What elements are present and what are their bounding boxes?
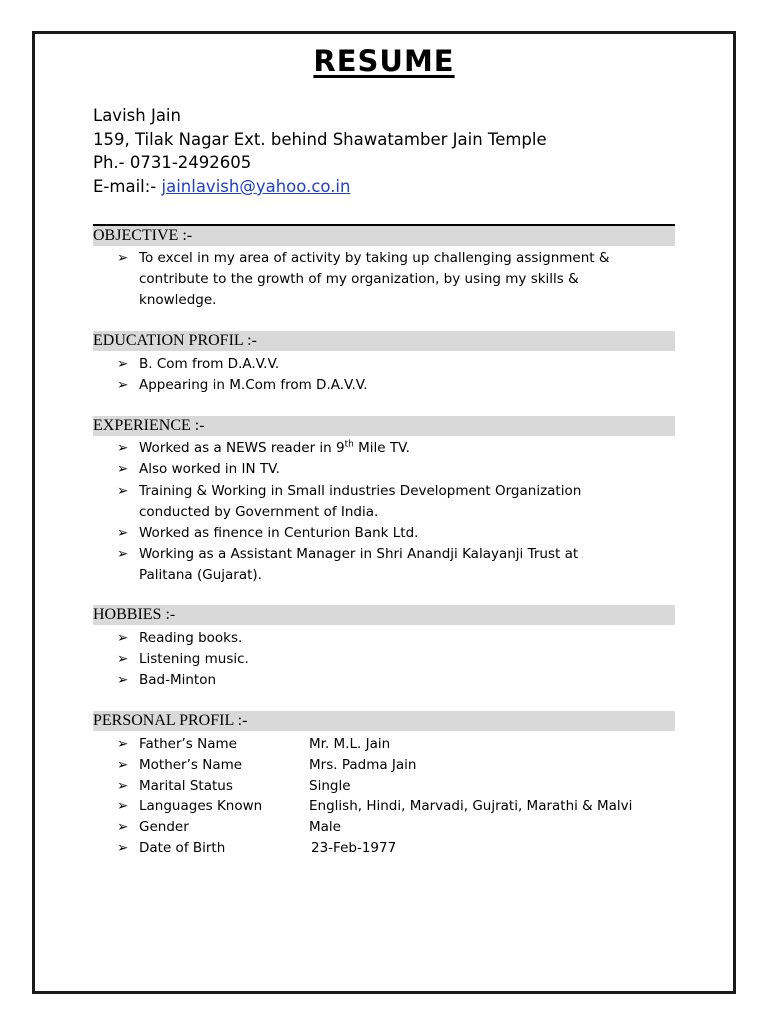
experience-item: Working as a Assistant Manager in Shri Anandji Kalayanji Trust at (139, 546, 579, 562)
section-heading-hobbies: HOBBIES :- (93, 605, 675, 625)
personal-value: Male (309, 819, 341, 835)
education-item: Appearing in M.Com from D.A.V.V. (139, 377, 368, 393)
bullet-icon: ➢ (117, 672, 129, 688)
bullet-icon: ➢ (117, 525, 129, 541)
section-heading-experience: EXPERIENCE :- (93, 416, 675, 436)
personal-label: Mother’s Name (139, 757, 243, 773)
section-heading-objective: OBJECTIVE :- (93, 226, 675, 246)
hobby-item: Listening music. (139, 651, 249, 667)
personal-label: Date of Birth (139, 840, 226, 856)
experience-item: Also worked in IN TV. (139, 461, 280, 477)
bullet-icon: ➢ (117, 630, 129, 646)
hobby-item: Bad-Minton (139, 672, 217, 688)
email-prefix: E-mail:- (93, 177, 162, 196)
bullet-icon: ➢ (117, 840, 129, 856)
education-item: B. Com from D.A.V.V. (139, 356, 280, 372)
contact-email-line (93, 177, 350, 196)
bullet-icon: ➢ (117, 440, 129, 456)
bullet-icon: ➢ (117, 798, 129, 814)
bullet-icon: ➢ (117, 736, 129, 752)
bullet-icon: ➢ (117, 461, 129, 477)
section-heading-personal: PERSONAL PROFIL :- (93, 711, 675, 731)
bullet-icon: ➢ (117, 250, 129, 266)
email-link[interactable]: jainlavish@yahoo.co.in (161, 177, 351, 196)
personal-value: Mr. M.L. Jain (309, 736, 391, 752)
bullet-icon: ➢ (117, 819, 129, 835)
contact-name: Lavish Jain (93, 106, 181, 125)
bullet-icon: ➢ (117, 778, 129, 794)
personal-value: Mrs. Padma Jain (309, 757, 417, 773)
bullet-icon: ➢ (117, 757, 129, 773)
document-title: RESUME (313, 44, 455, 78)
personal-label: Gender (139, 819, 189, 835)
experience-item (139, 438, 410, 459)
personal-value: English, Hindi, Marvadi, Gujrati, Marathi & Malvi (309, 798, 633, 814)
personal-value: 23-Feb-1977 (311, 840, 397, 856)
contact-address: 159, Tilak Nagar Ext. behind Shawatamber Jain Temple (93, 130, 547, 149)
objective-line: knowledge. (139, 292, 217, 308)
bullet-icon: ➢ (117, 356, 129, 372)
personal-label: Languages Known (139, 798, 263, 814)
experience-item-continued: Palitana (Gujarat). (139, 567, 262, 583)
hobby-item: Reading books. (139, 630, 243, 646)
bullet-icon: ➢ (117, 546, 129, 562)
personal-label: Marital Status (139, 778, 233, 794)
experience-item: Worked as finence in Centurion Bank Ltd. (139, 525, 419, 541)
bullet-icon: ➢ (117, 651, 129, 667)
experience-item-continued: conducted by Government of India. (139, 504, 379, 520)
superscript: th (344, 439, 354, 450)
bullet-icon: ➢ (117, 377, 129, 393)
section-heading-education: EDUCATION PROFIL :- (93, 331, 675, 351)
contact-phone: Ph.- 0731-2492605 (93, 153, 252, 172)
experience-item: Training & Working in Small industries Development Organization (139, 483, 582, 499)
personal-label: Father’s Name (139, 736, 237, 752)
objective-line: To excel in my area of activity by taking up challenging assignment & (139, 250, 610, 266)
experience-text: Worked as a NEWS reader in 9 (139, 440, 345, 456)
experience-text: Mile TV. (353, 440, 410, 456)
bullet-icon: ➢ (117, 483, 129, 499)
objective-line: contribute to the growth of my organization, by using my skills & (139, 271, 579, 287)
personal-value: Single (309, 778, 351, 794)
